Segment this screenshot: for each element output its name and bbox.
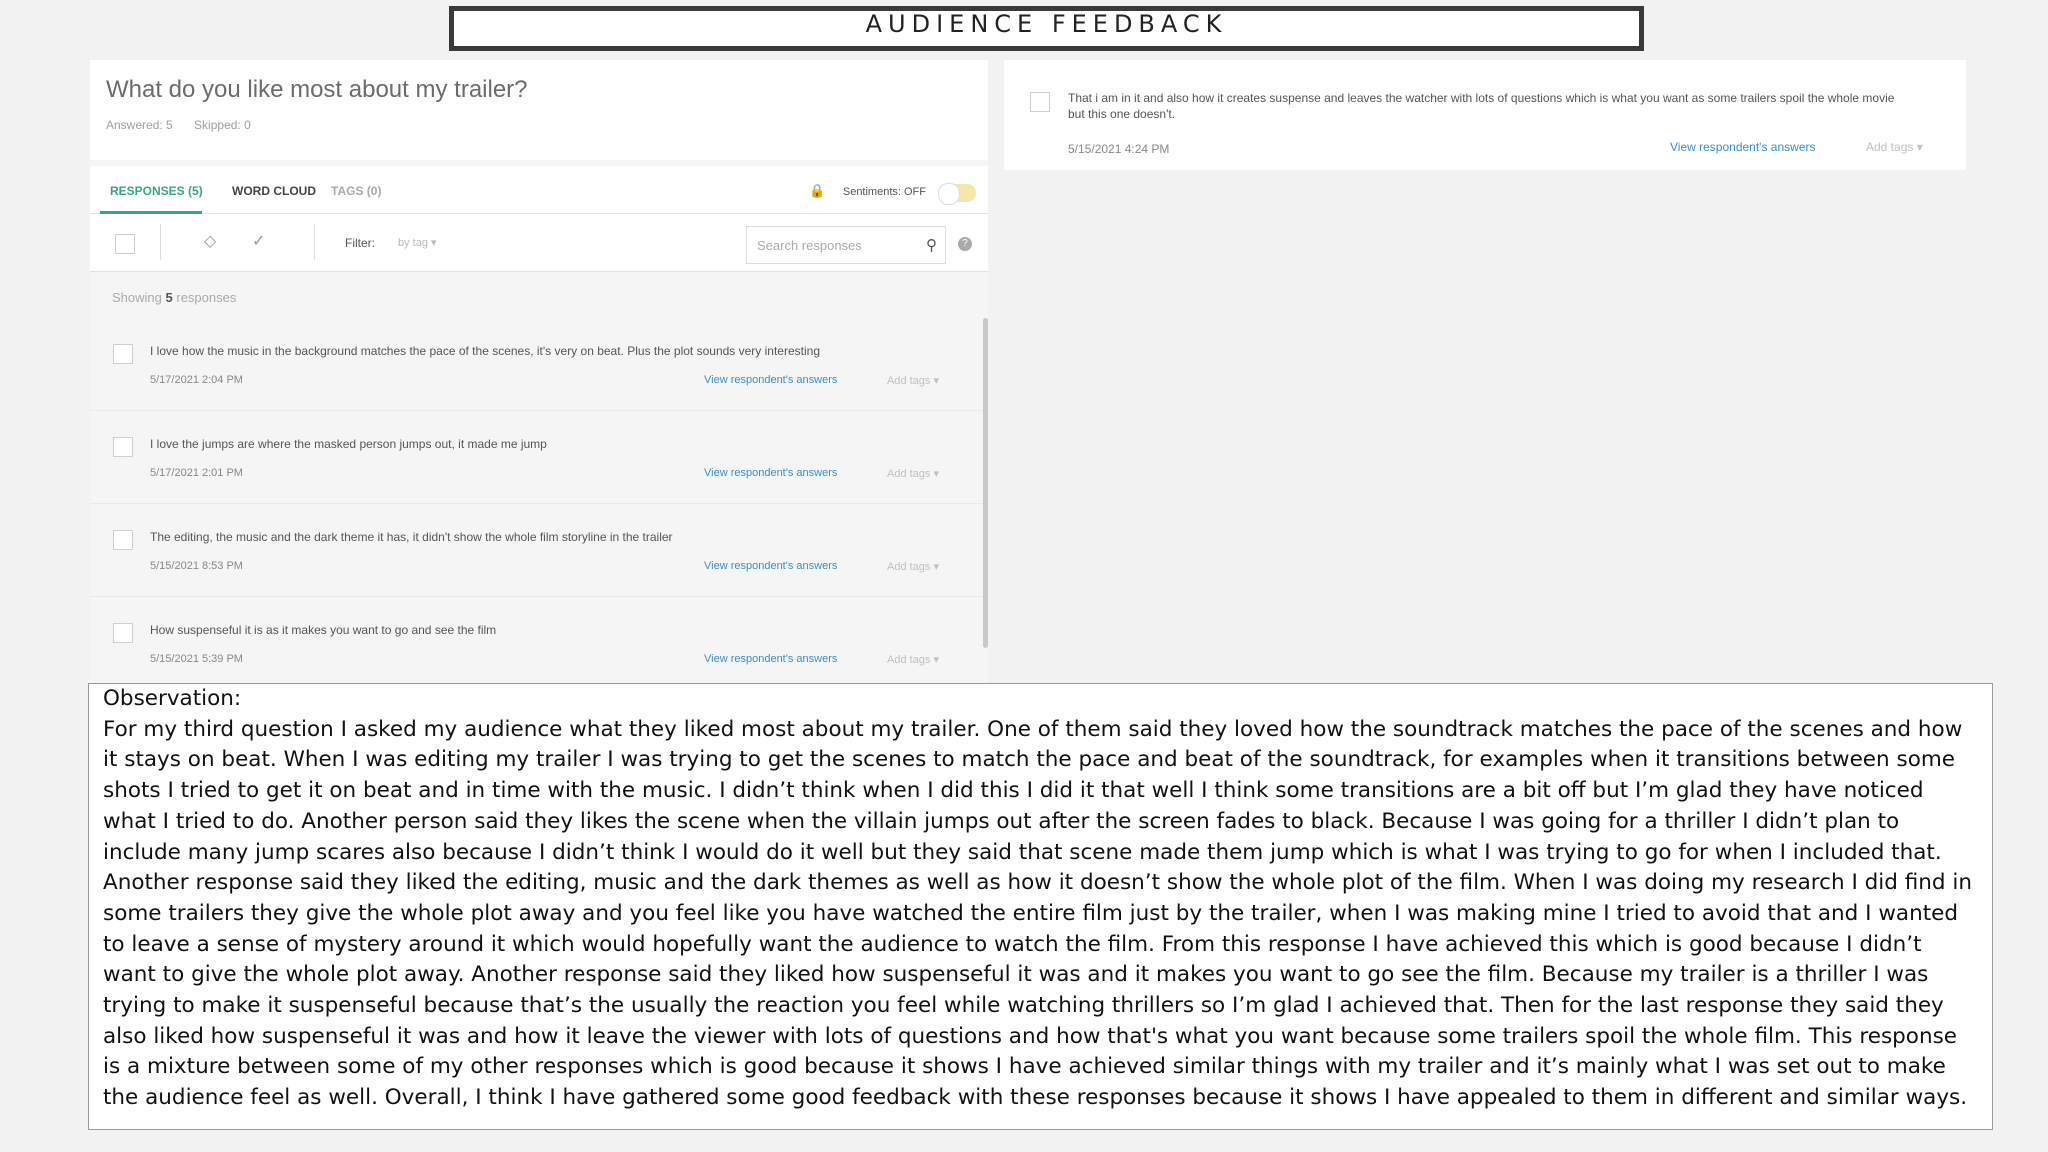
response-date: 5/17/2021 2:04 PM [150,374,243,386]
tab-responses[interactable]: RESPONSES (5) [110,184,203,198]
response-text: How suspenseful it is as it makes you want to go and see the film [150,623,497,637]
scrollbar[interactable] [983,318,988,648]
response-checkbox[interactable] [113,437,133,457]
survey-panel [90,60,988,685]
add-tags-dropdown[interactable]: Add tags ▾ [887,561,939,573]
response-card [1004,60,1966,170]
response-checkbox[interactable] [113,623,133,643]
response-date: 5/15/2021 8:53 PM [150,560,243,572]
add-tags-dropdown[interactable]: Add tags ▾ [887,468,939,480]
add-tags-dropdown[interactable]: Add tags ▾ [887,654,939,666]
observation-box [88,683,1993,1130]
response-checkbox[interactable] [1030,92,1050,112]
response-row [90,411,988,504]
response-checkbox[interactable] [113,530,133,550]
showing-count: Showing 5 responses [112,290,237,305]
search-box [746,226,946,264]
tab-word-cloud[interactable]: WORD CLOUD [232,184,316,198]
response-date: 5/15/2021 4:24 PM [1068,142,1170,156]
response-row [90,504,988,597]
view-answers-link[interactable]: View respondent's answers [704,467,838,479]
responses-toolbar [90,214,988,272]
response-row [90,318,988,411]
toolbar-divider [314,224,315,260]
lock-icon: 🔒 [809,183,826,198]
response-checkbox[interactable] [113,344,133,364]
view-answers-link[interactable]: View respondent's answers [704,653,838,665]
response-text: The editing, the music and the dark theme it has, it didn't show the whole film storyline in the trailer [150,530,673,544]
tab-tags[interactable]: TAGS (0) [331,184,382,198]
select-all-checkbox[interactable] [115,234,135,254]
search-input[interactable] [747,227,907,263]
sentiments-toggle[interactable] [938,184,976,202]
slide-title: AUDIENCE FEEDBACK [449,6,1644,51]
filter-label: Filter: [345,236,375,250]
sentiments-label: Sentiments: OFF [842,186,926,198]
view-answers-link[interactable]: View respondent's answers [704,374,838,386]
response-row [90,597,988,685]
tab-bar [90,166,988,214]
response-list [90,318,988,685]
view-answers-link[interactable]: View respondent's answers [704,560,838,572]
response-text: I love the jumps are where the masked person jumps out, it made me jump [150,437,547,451]
filter-dropdown[interactable]: by tag ▾ [398,237,437,249]
skipped-count: Skipped: 0 [194,118,251,132]
view-answers-link[interactable]: View respondent's answers [1670,140,1816,154]
search-icon[interactable]: ⚲ [926,237,937,254]
answered-count: Answered: 5 [106,118,173,132]
response-text: That i am in it and also how it creates suspense and leaves the watcher with lots of questions which is what you want as some trailers spoil the whole movie but this one doesn't. [1068,91,1895,121]
observation-heading: Observation: [103,686,242,711]
help-icon[interactable]: ? [958,237,972,251]
toolbar-divider [160,224,161,260]
filter-value: by tag [398,237,428,249]
add-tags-dropdown[interactable]: Add tags ▾ [887,375,939,387]
observation-text: For my third question I asked my audience what they liked most about my trailer. One of them said they loved how the soundtrack matches the pace of the scenes and how it stays on beat. When I was editing my trailer I was trying to get the scenes to match the pace and beat of the soundtrack, for examples when it transitions between some shots I tried to get it on beat and in time with the music. I didn’t think when I did this I did it that well I think some transitions are a bit off but I’m glad they have noticed what I tried to do. Another person said they likes the scene when the villain jumps out after the screen fades to black. Because I was going for a thriller I didn’t plan to include many jump scares also because I didn’t think I would do it well but they said that scene made them jump which is what I was trying to go for when I included that. Another response said they liked the editing, music and the dark themes as well as how it doesn’t show the whole plot of the film. When I was doing my research I did find in some trailers they give the whole plot away and you feel like you have watched the entire film just by the trailer, when I was making mine I tried to avoid that and I wanted to leave a sense of mystery around it which would hopefully want the audience to watch the film. From this response I have achieved this which is good because I didn’t want to give the whole plot away. Another response said they liked how suspenseful it was and it makes you want to go see the film. Because my trailer is a thriller I was trying to make it suspenseful because that’s the usually the reaction you feel while watching thrillers so I’m glad I achieved that. Then for the last response they said they also liked how suspenseful it was and how it leave the viewer with lots of questions and how that's what you want because some trailers spoil the whole film. This response is a mixture between some of my other responses which is good because it shows I have achieved similar things with my trailer and it’s mainly what I was set out to make the audience feel as well. Overall, I think I have gathered some good feedback with these responses because it shows I have appealed to them in different and similar ways. [103,716,1972,1111]
question-counts [106,118,972,132]
response-text: I love how the music in the background matches the pace of the scenes, it's very on beat. Plus the plot sounds very interesting [150,344,820,358]
tag-check-icon[interactable]: ✓ [252,233,266,250]
response-date: 5/15/2021 5:39 PM [150,653,243,665]
response-date: 5/17/2021 2:01 PM [150,467,243,479]
question-title: What do you like most about my trailer? [106,76,528,103]
tag-icon[interactable]: ◇ [204,233,217,250]
add-tags-dropdown[interactable]: Add tags ▾ [1866,140,1923,154]
question-header [90,60,988,160]
